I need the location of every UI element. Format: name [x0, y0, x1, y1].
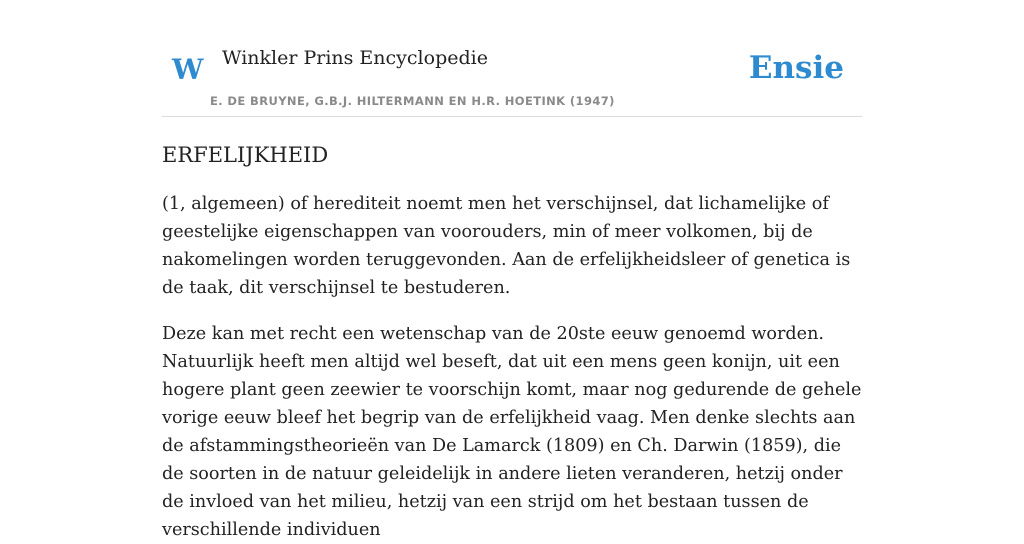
article — [162, 136, 865, 544]
source-title-link[interactable]: Winkler Prins Encyclopedie — [222, 47, 488, 69]
source-logo[interactable]: W — [172, 53, 204, 86]
article-headword: ERFELIJKHEID — [162, 143, 329, 167]
source-header — [162, 0, 862, 117]
ensie-logo[interactable]: Ensie — [748, 50, 844, 86]
article-paragraph: Deze kan met recht een wetenschap van de 20ste eeuw genoemd worden. Natuurlijk heeft men altijd wel beseft, dat uit een mens geen konijn, uit een hogere plant geen zeewier te voorschijn komt, maar nog gedurende de gehele vorige eeuw bleef het begrip van de erfelijkheid vaag. Men denke slechts aan de afstammingstheorieën van De Lamarck (1809) en Ch. Darwin (1859), die de soorten in de natuur geleidelijk in andere lieten veranderen, hetzij onder de invloed van het milieu, hetzij van een strijd om het bestaan tussen de verschillende individuen — [162, 324, 862, 540]
article-paragraph: (1, algemeen) of herediteit noemt men het verschijnsel, dat lichamelijke of geestelijke eigenschappen van voorouders, min of meer volkomen, bij de nakomelingen worden teruggevonden. Aan de erfelijkheidsleer of genetica is de taak, dit verschijnsel te bestuderen. — [162, 194, 851, 298]
source-authors: E. DE BRUYNE, G.B.J. HILTERMANN EN H.R. HOETINK (1947) — [210, 94, 615, 108]
